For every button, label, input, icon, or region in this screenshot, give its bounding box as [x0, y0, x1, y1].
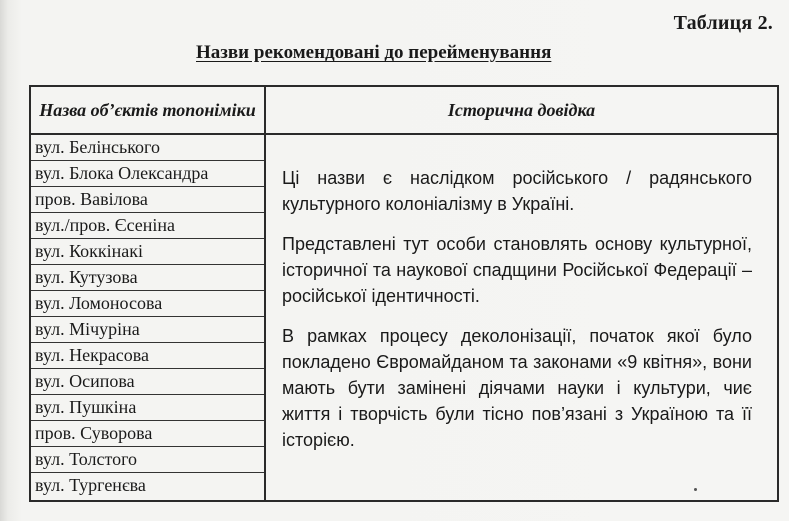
table-row: вул. Блока Олександра	[31, 161, 264, 187]
names-column	[31, 135, 266, 500]
table-row: пров. Вавілова	[31, 187, 264, 213]
table-row: вул./пров. Єсеніна	[31, 213, 264, 239]
note-paragraph: Ці назви є наслідком російського / радянського культурного колоніалізму в Україні.	[282, 168, 752, 214]
table-number: Таблиця 2.	[673, 12, 773, 34]
table-row: вул. Ломоносова	[31, 291, 264, 317]
table-header-row	[31, 87, 777, 135]
table-row: вул. Коккінакі	[31, 239, 264, 265]
table-row: вул. Кутузова	[31, 265, 264, 291]
document-title: Назви рекомендовані до перейменування	[196, 42, 552, 63]
table-row: вул. Пушкіна	[31, 395, 264, 421]
scan-speck	[694, 488, 697, 491]
table-row: пров. Суворова	[31, 421, 264, 447]
table-row: вул. Осипова	[31, 369, 264, 395]
table-row: вул. Толстого	[31, 447, 264, 473]
table-row: вул. Белінського	[31, 135, 264, 161]
note-paragraph: В рамках процесу деколонізації, початок якої було покладено Євромайданом та законами «9 квітня», вони мають бути замінені діячами науки і культури, чиє життя і творчість були тісно пов’язані з Україною та її історією.	[282, 326, 752, 450]
header-name-column: Назва об’єктів топоніміки	[31, 87, 266, 133]
table-row: вул. Мічуріна	[31, 317, 264, 343]
note-paragraph: Представлені тут особи становлять основу культурної, історичної та наукової спадщини Російської Федерації – російської ідентичності.	[282, 234, 752, 306]
header-note-column: Історична довідка	[447, 100, 596, 120]
historical-note-text	[282, 165, 752, 467]
historical-note-cell	[266, 135, 777, 500]
renaming-table	[29, 85, 779, 502]
table-row: вул. Некрасова	[31, 343, 264, 369]
table-row: вул. Тургенєва	[35, 475, 146, 495]
